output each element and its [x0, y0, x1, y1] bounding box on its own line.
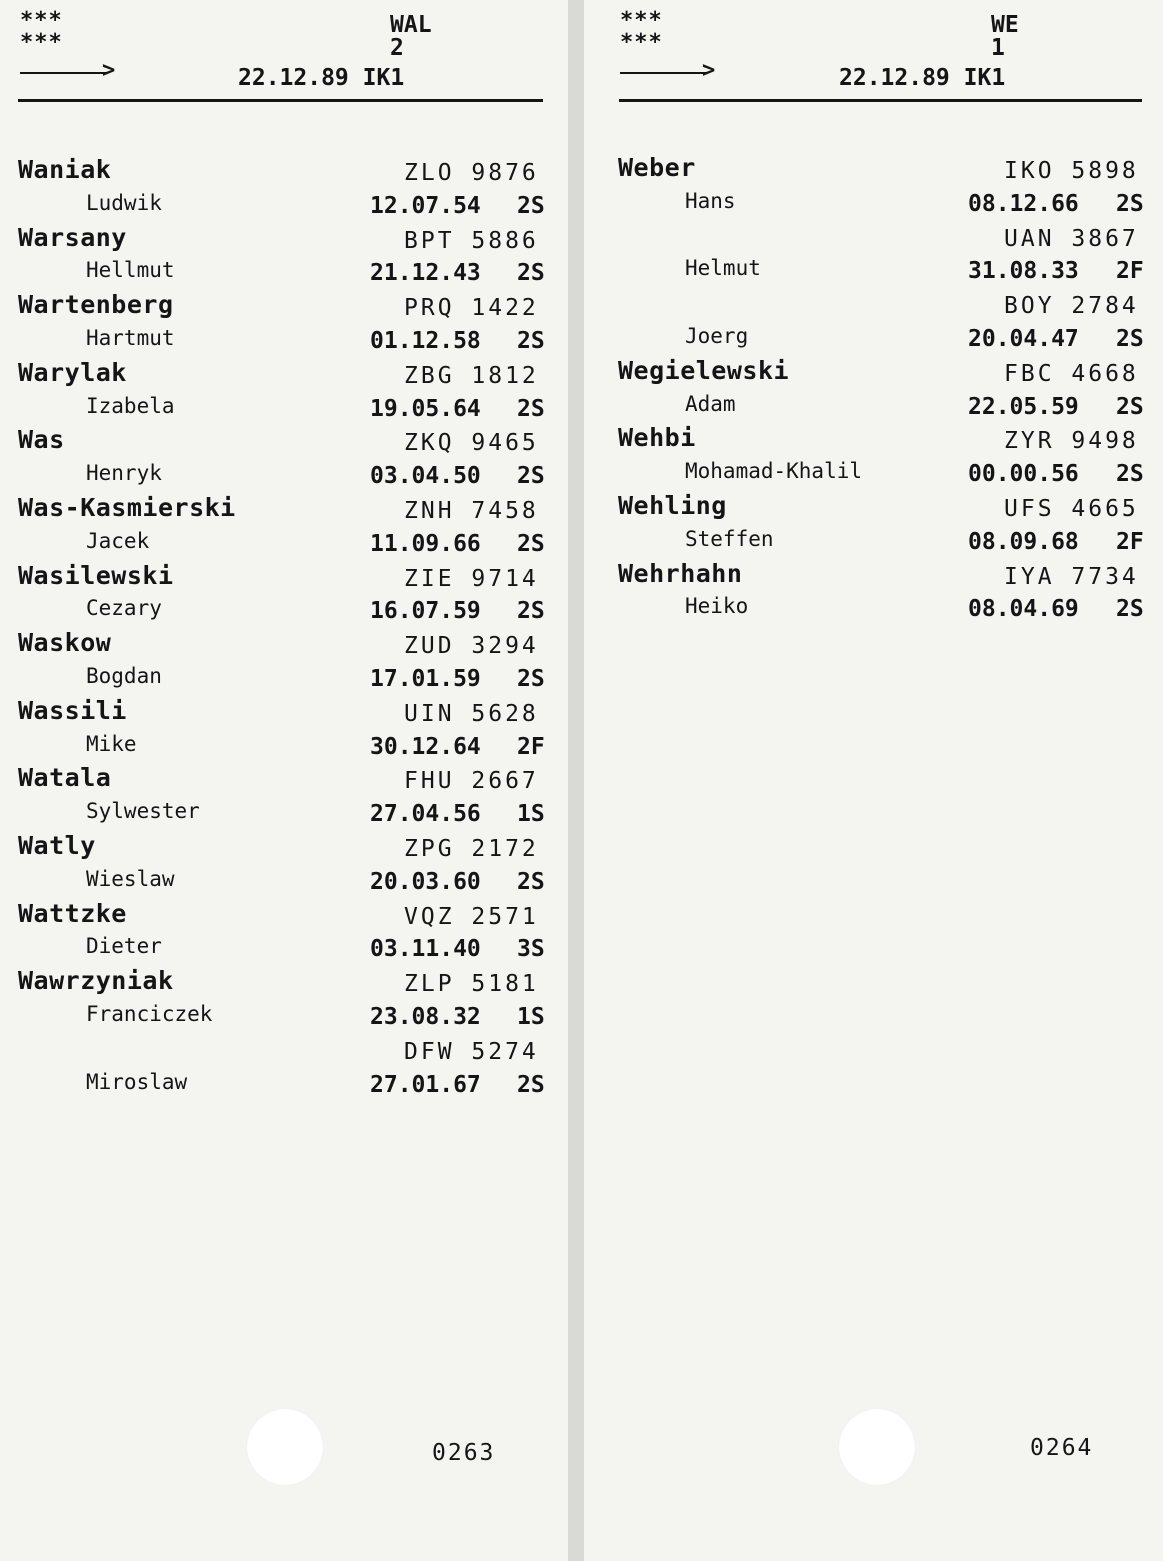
- surname: Warylak: [18, 357, 127, 387]
- entry-row: [0, 728, 568, 762]
- first-name: Heiko: [685, 594, 749, 619]
- class-code: 2S: [1116, 461, 1144, 488]
- stars-line-1: ***: [620, 8, 663, 33]
- entry-row: [584, 421, 1163, 455]
- surname: Wawrzyniak: [18, 966, 174, 996]
- entry-row: [0, 863, 568, 897]
- first-name: Dieter: [86, 934, 162, 959]
- first-name: Steffen: [685, 526, 774, 551]
- birth-date: 27.04.56: [370, 801, 481, 828]
- class-code: 2S: [517, 665, 545, 692]
- birth-date: 27.01.67: [370, 1071, 481, 1098]
- stars-line-2: ***: [620, 30, 663, 55]
- entry-row: [0, 626, 568, 660]
- entry-row: [584, 151, 1163, 185]
- surname: Wehbi: [618, 423, 696, 453]
- reference-code: IYA 7734: [1004, 563, 1139, 590]
- birth-date: 16.07.59: [370, 598, 481, 625]
- class-code: 2S: [517, 260, 545, 287]
- entry-row: [0, 930, 568, 964]
- first-name: Mike: [86, 731, 137, 756]
- birth-date: 03.11.40: [370, 936, 481, 963]
- entry-row: [0, 694, 568, 728]
- entry-row: [584, 286, 1163, 320]
- surname: Weber: [618, 153, 696, 182]
- card-code: [991, 14, 1019, 60]
- surname: Warsany: [18, 222, 127, 252]
- class-code: 2S: [517, 530, 545, 557]
- card-date-unit: [839, 67, 1005, 90]
- birth-date: 08.09.68: [968, 528, 1079, 555]
- class-code: 2S: [1116, 325, 1144, 352]
- card-unit: IK1: [963, 65, 1006, 91]
- birth-date: 17.01.59: [370, 665, 481, 692]
- reference-code: FBC 4668: [1004, 360, 1139, 387]
- surname: Was-Kasmierski: [18, 492, 236, 522]
- reference-code: FHU 2667: [404, 768, 539, 795]
- entry-row: [584, 320, 1163, 354]
- entry-row: [584, 523, 1163, 557]
- birth-date: 08.12.66: [968, 190, 1079, 217]
- class-code: 2S: [517, 395, 545, 422]
- card-stars: [620, 10, 663, 54]
- index-card-left: [0, 0, 568, 1561]
- index-card-right: [584, 0, 1163, 1561]
- page-number: 0264: [1030, 1435, 1094, 1461]
- card-code-letters: WAL: [390, 12, 432, 38]
- entry-row: [584, 354, 1163, 388]
- first-name: Bogdan: [86, 663, 162, 688]
- class-code: 3S: [517, 936, 545, 963]
- surname: Wattzke: [18, 898, 127, 928]
- entry-row: [584, 455, 1163, 489]
- arrow-icon: [620, 58, 718, 84]
- first-name: Henryk: [86, 461, 162, 486]
- entry-row: [0, 322, 568, 356]
- entry-row: [0, 592, 568, 626]
- surname: Waskow: [18, 628, 112, 658]
- birth-date: 22.05.59: [968, 393, 1079, 420]
- birth-date: 21.12.43: [370, 260, 481, 287]
- punch-hole: [246, 1408, 324, 1486]
- first-name: Izabela: [86, 393, 175, 418]
- entry-row: [0, 288, 568, 322]
- reference-code: ZLP 5181: [404, 971, 539, 998]
- first-name: Mohamad-Khalil: [685, 459, 863, 484]
- surname: Wehrhahn: [618, 558, 743, 588]
- reference-code: UIN 5628: [404, 700, 539, 727]
- first-name: Joerg: [685, 323, 749, 348]
- reference-code: IKO 5898: [1004, 158, 1139, 184]
- header-rule: [18, 99, 543, 102]
- entry-row: [584, 590, 1163, 624]
- surname: Was: [18, 425, 65, 455]
- reference-code: ZPG 2172: [404, 835, 539, 862]
- class-code: 2F: [1116, 258, 1144, 285]
- first-name: Jacek: [86, 528, 150, 553]
- entry-row: [0, 221, 568, 255]
- birth-date: 11.09.66: [370, 530, 481, 557]
- class-code: 2S: [517, 868, 545, 895]
- first-name: Hellmut: [86, 258, 175, 283]
- class-code: 2S: [1116, 393, 1144, 420]
- entry-list: [0, 153, 568, 1099]
- entry-row: [0, 660, 568, 694]
- birth-date: 12.07.54: [370, 192, 481, 219]
- entry-row: [0, 1032, 568, 1066]
- arrow-shaft: [620, 72, 706, 74]
- class-code: 2S: [517, 327, 545, 354]
- first-name: Ludwik: [86, 190, 162, 215]
- first-name: Hartmut: [86, 325, 175, 350]
- entry-list: [584, 151, 1163, 624]
- header-rule: [619, 99, 1142, 102]
- surname: Waniak: [18, 155, 112, 184]
- class-code: 2S: [1116, 596, 1144, 623]
- reference-code: ZYR 9498: [1004, 428, 1139, 455]
- class-code: 1S: [517, 1003, 545, 1030]
- reference-code: PRQ 1422: [404, 295, 539, 322]
- entry-row: [0, 457, 568, 491]
- entry-row: [0, 761, 568, 795]
- class-code: 2S: [517, 463, 545, 490]
- stars-line-2: ***: [20, 30, 63, 55]
- reference-code: BPT 5886: [404, 227, 539, 254]
- reference-code: ZIE 9714: [404, 565, 539, 592]
- birth-date: 30.12.64: [370, 733, 481, 760]
- reference-code: BOY 2784: [1004, 293, 1139, 320]
- entry-row: [0, 356, 568, 390]
- entry-row: [584, 489, 1163, 523]
- card-code: [390, 14, 432, 60]
- class-code: 1S: [517, 801, 545, 828]
- first-name: Cezary: [86, 596, 162, 621]
- card-code-letters: WE: [991, 12, 1019, 38]
- entry-row: [0, 559, 568, 593]
- arrow-head: >: [102, 58, 116, 83]
- entry-row: [0, 964, 568, 998]
- entry-row: [0, 795, 568, 829]
- birth-date: 03.04.50: [370, 463, 481, 490]
- reference-code: ZUD 3294: [404, 633, 539, 660]
- first-name: Adam: [685, 391, 736, 416]
- entry-row: [584, 219, 1163, 253]
- class-code: 2F: [1116, 528, 1144, 555]
- first-name: Franciczek: [86, 1001, 213, 1026]
- punch-hole: [838, 1408, 916, 1486]
- reference-code: ZLO 9876: [404, 160, 539, 186]
- surname: Wartenberg: [18, 290, 174, 320]
- reference-code: DFW 5274: [404, 1038, 539, 1065]
- stars-line-1: ***: [20, 8, 63, 33]
- first-name: Hans: [685, 188, 736, 213]
- reference-code: ZNH 7458: [404, 497, 539, 524]
- entry-row: [0, 153, 568, 187]
- card-stars: [20, 10, 63, 54]
- surname: Wegielewski: [618, 355, 790, 385]
- card-code-number: 1: [991, 35, 1005, 61]
- birth-date: 20.04.47: [968, 325, 1079, 352]
- birth-date: 00.00.56: [968, 461, 1079, 488]
- entry-row: [584, 557, 1163, 591]
- reference-code: UFS 4665: [1004, 495, 1139, 522]
- reference-code: UAN 3867: [1004, 225, 1139, 252]
- card-code-number: 2: [390, 35, 404, 61]
- entry-row: [0, 390, 568, 424]
- entry-row: [0, 1066, 568, 1100]
- first-name: Miroslaw: [86, 1069, 188, 1094]
- card-date-unit: [238, 67, 404, 90]
- birth-date: 01.12.58: [370, 327, 481, 354]
- arrow-icon: [20, 58, 118, 84]
- surname: Watala: [18, 763, 112, 793]
- entry-row: [0, 897, 568, 931]
- birth-date: 19.05.64: [370, 395, 481, 422]
- class-code: 2S: [517, 598, 545, 625]
- surname: Watly: [18, 830, 96, 860]
- entry-row: [0, 829, 568, 863]
- reference-code: VQZ 2571: [404, 903, 539, 930]
- birth-date: 20.03.60: [370, 868, 481, 895]
- first-name: Wieslaw: [86, 866, 175, 891]
- arrow-shaft: [20, 72, 106, 74]
- class-code: 2S: [517, 1071, 545, 1098]
- birth-date: 23.08.32: [370, 1003, 481, 1030]
- class-code: 2F: [517, 733, 545, 760]
- arrow-head: >: [702, 58, 716, 83]
- reference-code: ZKQ 9465: [404, 430, 539, 457]
- card-date: 22.12.89: [839, 65, 950, 91]
- entry-row: [584, 252, 1163, 286]
- card-unit: IK1: [362, 65, 405, 91]
- surname: Wassili: [18, 695, 127, 725]
- entry-row: [0, 525, 568, 559]
- entry-row: [584, 185, 1163, 219]
- birth-date: 31.08.33: [968, 258, 1079, 285]
- entry-row: [0, 254, 568, 288]
- entry-row: [0, 998, 568, 1032]
- page-number: 0263: [432, 1440, 496, 1466]
- class-code: 2S: [517, 192, 545, 219]
- surname: Wasilewski: [18, 560, 174, 590]
- entry-row: [584, 388, 1163, 422]
- surname: Wehling: [618, 490, 727, 520]
- class-code: 2S: [1116, 190, 1144, 217]
- entry-row: [0, 423, 568, 457]
- birth-date: 08.04.69: [968, 596, 1079, 623]
- reference-code: ZBG 1812: [404, 362, 539, 389]
- card-date: 22.12.89: [238, 65, 349, 91]
- entry-row: [0, 491, 568, 525]
- first-name: Sylwester: [86, 799, 200, 824]
- entry-row: [0, 187, 568, 221]
- first-name: Helmut: [685, 256, 761, 281]
